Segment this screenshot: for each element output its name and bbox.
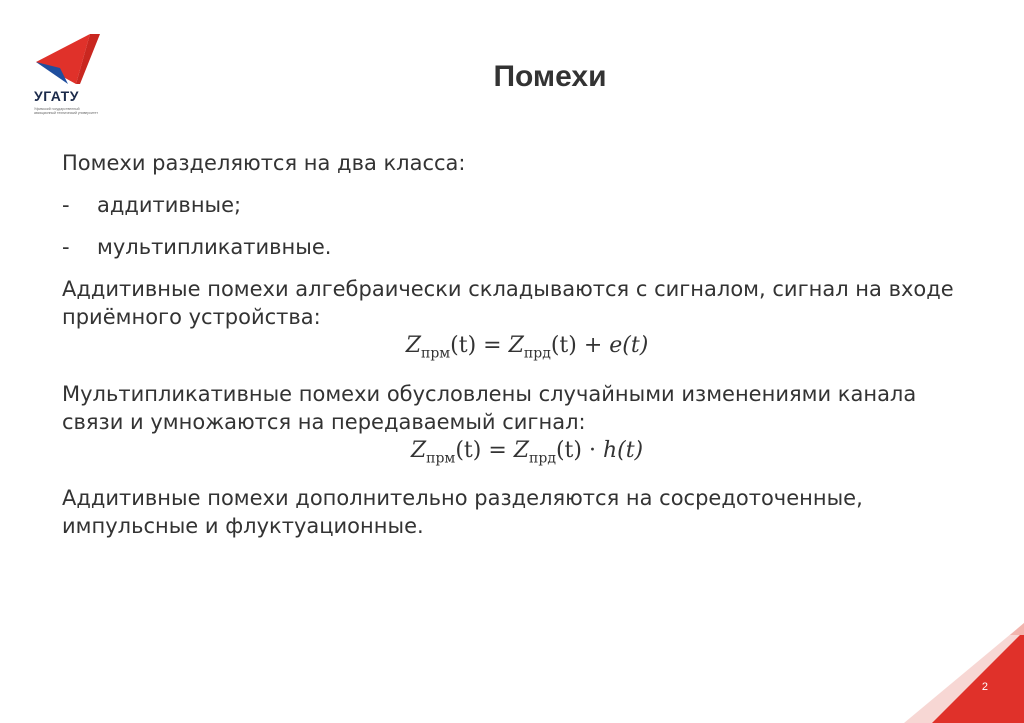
formula-arg: (t) xyxy=(455,438,482,464)
slide-content xyxy=(62,149,982,540)
formula-term: h(t) xyxy=(602,438,644,464)
slide-title: Помехи xyxy=(493,60,607,93)
formula-var: Z xyxy=(410,438,427,464)
bullet-text: аддитивные; xyxy=(97,193,242,217)
formula-operator: · xyxy=(581,438,603,464)
logo-text: УГАТУ xyxy=(34,88,79,104)
formula-operator: + xyxy=(576,333,610,358)
multiplicative-formula xyxy=(62,436,982,473)
multiplicative-paragraph: Мультипликативные помехи обусловлены случайными изменениями канала связи и умножаются на передаваемый сигнал: xyxy=(62,382,917,435)
formula-var: Z xyxy=(508,333,524,358)
formula-var: Z xyxy=(513,438,530,464)
formula-var: Z xyxy=(405,333,421,358)
intro-paragraph: Помехи разделяются на два класса: xyxy=(62,151,466,175)
formula-subscript: прд xyxy=(529,450,556,467)
additive-paragraph: Аддитивные помехи алгебраически складываются с сигналом, сигнал на входе приёмного устройства: xyxy=(62,277,954,329)
formula-term: e(t) xyxy=(609,333,649,358)
logo-subtitle: Уфимский государственный авиационный технический университет xyxy=(34,107,98,115)
final-paragraph: Аддитивные помехи дополнительно разделяются на сосредоточенные, импульсные и флуктуационные. xyxy=(62,485,863,538)
page-number: 2 xyxy=(981,681,988,693)
corner-decoration xyxy=(904,623,1024,723)
bullet-dash: - xyxy=(62,193,70,217)
formula-equals: = xyxy=(476,333,509,358)
formula-arg: (t) xyxy=(450,333,477,358)
bullet-dash: - xyxy=(62,235,70,259)
formula-subscript: прд xyxy=(523,345,551,362)
bullet-item xyxy=(62,191,982,219)
formula-subscript: прм xyxy=(426,450,456,467)
formula-subscript: прм xyxy=(420,345,451,362)
formula-arg: (t) xyxy=(550,333,577,358)
bullet-item xyxy=(62,233,982,261)
formula-arg: (t) xyxy=(555,438,582,464)
additive-formula xyxy=(62,331,982,368)
bullet-text: мультипликативные. xyxy=(97,235,332,259)
formula-equals: = xyxy=(481,438,514,464)
